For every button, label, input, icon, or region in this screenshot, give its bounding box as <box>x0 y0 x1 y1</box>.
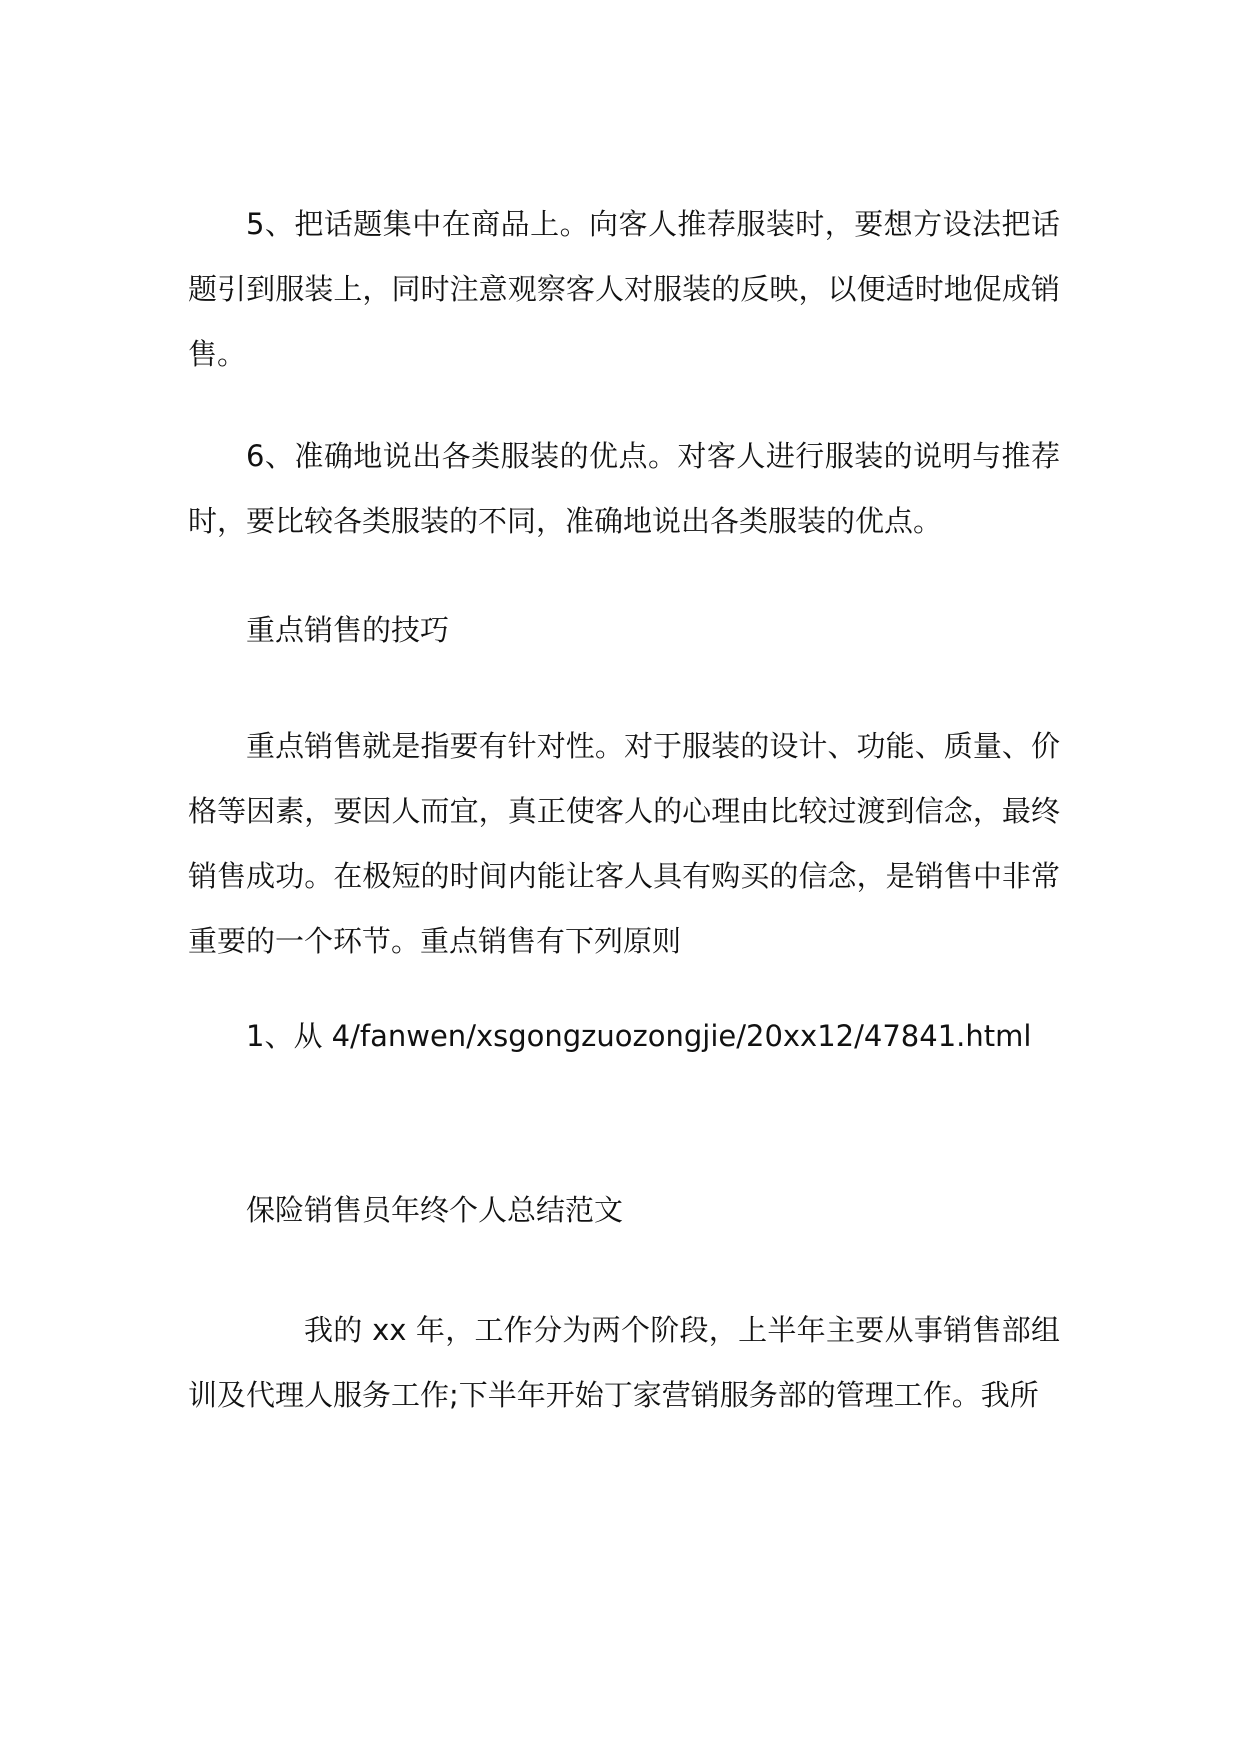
paragraph-item-6: 6、准确地说出各类服装的优点。对客人进行服装的说明与推荐时，要比较各类服装的不同，准确地说出各类服装的优点。 <box>188 439 1060 538</box>
paragraph-insurance-summary: 我的 xx 年，工作分为两个阶段，上半年主要从事销售部组训及代理人服务工作;下半年开始丁家营销服务部的管理工作。我所 <box>188 1313 1060 1412</box>
section-heading-key-sales: 重点销售的技巧 <box>246 613 450 647</box>
paragraph-key-sales: 重点销售就是指要有针对性。对于服装的设计、功能、质量、价格等因素，要因人而宜，真正使客人的心理由比较过渡到信念，最终销售成功。在极短的时间内能让客人具有购买的信念，是销售中非常重要的一个环节。重点销售有下列原则 <box>188 729 1060 958</box>
section-heading-insurance-summary: 保险销售员年终个人总结范文 <box>246 1193 624 1227</box>
paragraph-item-1-link: 1、从 4/fanwen/xsgongzuozongjie/20xx12/47841.html <box>246 1019 1032 1053</box>
paragraph-item-5: 5、把话题集中在商品上。向客人推荐服装时，要想方设法把话题引到服装上，同时注意观察客人对服装的反映，以便适时地促成销售。 <box>188 207 1060 371</box>
